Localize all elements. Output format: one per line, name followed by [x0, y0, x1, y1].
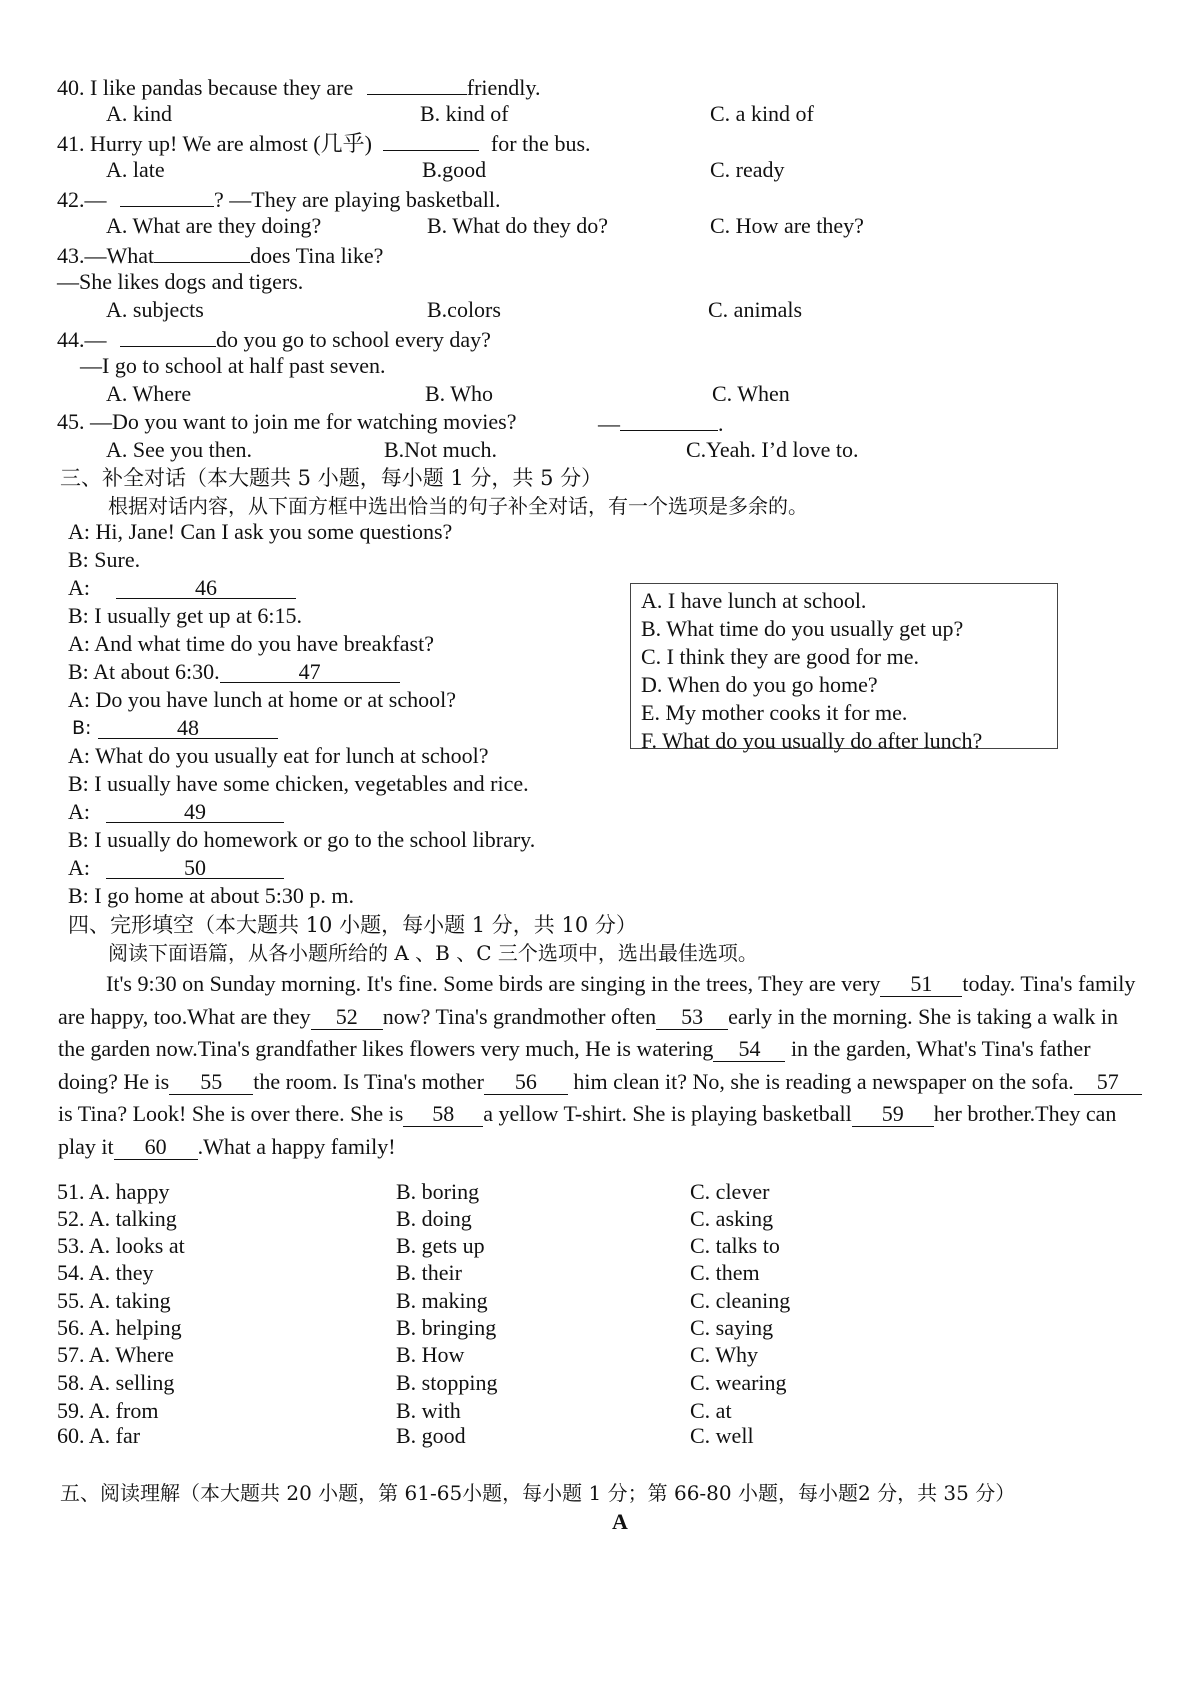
- dialogue-line-6: B: At about 6:30. 47: [0, 658, 1190, 686]
- option-c: C. a kind of: [710, 101, 814, 126]
- option-a: 51. A. happy: [57, 1179, 170, 1204]
- option-a: 54. A. they: [57, 1260, 154, 1285]
- option-a: A. Where: [106, 381, 192, 406]
- blank-59: 59: [852, 1102, 934, 1127]
- option-a: 57. A. Where: [57, 1342, 174, 1367]
- question-text: friendly.: [466, 75, 541, 100]
- option-c: C. animals: [708, 297, 803, 322]
- cloze-question-51: [0, 1178, 1190, 1206]
- dialogue-line-12: B: I usually do homework or go to the school library.: [68, 827, 536, 852]
- question-number: 40.: [57, 75, 85, 100]
- cloze-question-56: [0, 1314, 1190, 1342]
- blank-55: 55: [169, 1070, 253, 1095]
- answer-blank: [383, 128, 479, 151]
- answer-blank: [154, 240, 250, 263]
- dialogue-dash: —: [598, 411, 620, 436]
- option-b: B. their: [396, 1260, 462, 1285]
- dialogue-line-14: B: I go home at about 5:30 p. m.: [68, 883, 354, 908]
- question-43: [0, 240, 1190, 268]
- option-a: A. subjects: [106, 297, 204, 322]
- cloze-question-53: [0, 1232, 1190, 1260]
- question-number: 42.—: [57, 187, 107, 212]
- dialogue-line-4: B: I usually get up at 6:15.: [68, 603, 303, 628]
- blank-46: 46: [116, 576, 296, 599]
- option-c: C. How are they?: [710, 213, 864, 238]
- cloze-question-58: [0, 1369, 1190, 1397]
- cloze-question-59: [0, 1397, 1190, 1425]
- option-a: 59. A. from: [57, 1398, 159, 1423]
- question-text: I like pandas because they are: [90, 75, 354, 100]
- dialogue-line-13: A: 50: [0, 854, 1190, 882]
- question-45: [0, 408, 1190, 436]
- question-43-answer: [0, 268, 1190, 296]
- option-c: C.Yeah. I’d love to.: [686, 437, 859, 462]
- option-item: E. My mother cooks it for me.: [641, 700, 908, 725]
- dialogue-line-1: A: Hi, Jane! Can I ask you some questions?: [68, 519, 453, 544]
- question-44-answer: [0, 352, 1190, 380]
- blank-60: 60: [114, 1135, 198, 1160]
- blank-47: 47: [220, 660, 400, 683]
- option-b: B. gets up: [396, 1233, 485, 1258]
- option-b: B. Who: [425, 381, 494, 406]
- option-a: 53. A. looks at: [57, 1233, 185, 1258]
- option-c: C. Why: [690, 1342, 759, 1367]
- question-text: ? —They are playing basketball.: [214, 187, 501, 212]
- option-c: C. cleaning: [690, 1288, 791, 1313]
- option-c: C. at: [690, 1398, 732, 1423]
- answer-blank: [620, 408, 718, 431]
- answer-blank: [120, 324, 216, 347]
- question-text: —Do you want to join me for watching movies?: [90, 409, 517, 434]
- question-text: Hurry up! We are almost (几乎): [90, 131, 372, 156]
- answer-blank: [367, 72, 467, 95]
- option-b: B. making: [396, 1288, 488, 1313]
- blank-52: 52: [311, 1005, 383, 1030]
- question-42: [0, 184, 1190, 212]
- option-b: B.colors: [427, 297, 501, 322]
- blank-50: 50: [106, 856, 284, 879]
- section-5-heading: 五、阅读理解（本大题共 20 小题，第 61-65小题，每小题 1 分；第 66-80 小题，每小题2 分，共 35 分）: [60, 1481, 1016, 1505]
- question-number: 41.: [57, 131, 85, 156]
- option-b: B. with: [396, 1398, 461, 1423]
- option-a: 56. A. helping: [57, 1315, 182, 1340]
- option-c: C. clever: [690, 1179, 770, 1204]
- section-3-heading: 三、补全对话（本大题共 5 小题，每小题 1 分，共 5 分）: [60, 466, 603, 490]
- answer-blank: [120, 184, 214, 207]
- blank-56: 56: [484, 1070, 568, 1095]
- option-a: A. See you then.: [106, 437, 253, 462]
- question-text: .: [718, 411, 724, 436]
- dialogue-line: —She likes dogs and tigers.: [57, 269, 304, 294]
- question-text: do you go to school every day?: [216, 327, 491, 352]
- option-c: C. saying: [690, 1315, 774, 1340]
- question-41: [0, 128, 1190, 156]
- question-40: [0, 72, 1190, 100]
- option-item: F. What do you usually do after lunch?: [641, 728, 983, 753]
- blank-57: 57: [1074, 1070, 1142, 1095]
- blank-58: 58: [403, 1102, 483, 1127]
- option-c: C. ready: [710, 157, 785, 182]
- option-b: B. doing: [396, 1206, 472, 1231]
- options-45: [0, 436, 1190, 464]
- cloze-question-60: [0, 1422, 1190, 1450]
- option-b: B. What do they do?: [427, 213, 609, 238]
- options-40: [0, 100, 1190, 128]
- option-b: B. How: [396, 1342, 465, 1367]
- section-4-instruction: 阅读下面语篇，从各小题所给的 A 、B 、C 三个选项中，选出最佳选项。: [108, 941, 758, 965]
- option-b: B.good: [422, 157, 487, 182]
- cloze-question-57: [0, 1341, 1190, 1369]
- options-44: [0, 380, 1190, 408]
- option-b: B. kind of: [420, 101, 509, 126]
- question-text: does Tina like?: [250, 243, 384, 268]
- options-box: [630, 583, 1058, 753]
- blank-49: 49: [106, 800, 284, 823]
- blank-48: 48: [98, 716, 278, 739]
- option-item: A. I have lunch at school.: [641, 588, 867, 613]
- dialogue-line-8: B: 48: [0, 714, 1190, 742]
- option-b: B. good: [396, 1423, 466, 1448]
- options-42: [0, 212, 1190, 240]
- option-c: C. When: [712, 381, 790, 406]
- dialogue-line-11: A: 49: [0, 798, 1190, 826]
- options-41: [0, 156, 1190, 184]
- cloze-question-52: [0, 1205, 1190, 1233]
- cloze-passage: It's 9:30 on Sunday morning. It's fine. Some birds are singing in the trees, They are very 51 today. Tina's family are happy, too.What are they 52 now? Tina's grandmother often 53 early in the morning. She is taking a walk in the garden now.Tina's grandfather likes flowers very much, He is watering 54 in the garden, What's Tina's father doing? He is 55 the room. Is Tina's mother 56 him clean it? No, she is reading a newspaper on the sofa. 57is Tina? Look! She is over there. She is 58 a yellow T-shirt. She is playing basketball 59 her brother.They can play it 60 .What a happy family!: [58, 968, 1148, 1163]
- option-a: 58. A. selling: [57, 1370, 175, 1395]
- option-a: A. What are they doing?: [106, 213, 322, 238]
- option-c: C. wearing: [690, 1370, 787, 1395]
- option-c: C. well: [690, 1423, 754, 1448]
- options-43: [0, 296, 1190, 324]
- option-a: 52. A. talking: [57, 1206, 177, 1231]
- dialogue-line-7: A: Do you have lunch at home or at school?: [68, 687, 456, 712]
- option-a: 60. A. far: [57, 1423, 141, 1448]
- option-b: B. bringing: [396, 1315, 497, 1340]
- option-b: B. boring: [396, 1179, 480, 1204]
- cloze-question-55: [0, 1287, 1190, 1315]
- option-c: C. them: [690, 1260, 760, 1285]
- blank-53: 53: [656, 1005, 728, 1030]
- option-a: 55. A. taking: [57, 1288, 171, 1313]
- cloze-question-54: [0, 1259, 1190, 1287]
- question-number: 45.: [57, 409, 85, 434]
- blank-51: 51: [880, 972, 962, 997]
- section-3-instruction: 根据对话内容，从下面方框中选出恰当的句子补全对话，有一个选项是多余的。: [108, 494, 808, 518]
- question-44: [0, 324, 1190, 352]
- question-number: 43.—What: [57, 243, 155, 268]
- option-a: A. kind: [106, 101, 172, 126]
- section-4-heading: 四、完形填空（本大题共 10 小题，每小题 1 分，共 10 分）: [68, 913, 637, 937]
- option-item: D. When do you go home?: [641, 672, 878, 697]
- dialogue-line-3: A: 46: [0, 574, 1190, 602]
- question-number: 44.—: [57, 327, 107, 352]
- option-a: A. late: [106, 157, 165, 182]
- option-c: C. talks to: [690, 1233, 780, 1258]
- dialogue-line-5: A: And what time do you have breakfast?: [68, 631, 434, 656]
- section-5-part-label: A: [612, 1509, 628, 1534]
- dialogue-line-2: B: Sure.: [68, 547, 141, 572]
- dialogue-line-9: A: What do you usually eat for lunch at school?: [68, 743, 489, 768]
- dialogue-line-10: B: I usually have some chicken, vegetables and rice.: [68, 771, 529, 796]
- option-item: B. What time do you usually get up?: [641, 616, 964, 641]
- option-b: B. stopping: [396, 1370, 498, 1395]
- blank-54: 54: [713, 1037, 785, 1062]
- dialogue-line: —I go to school at half past seven.: [80, 353, 386, 378]
- option-item: C. I think they are good for me.: [641, 644, 919, 669]
- option-b: B.Not much.: [384, 437, 498, 462]
- question-text: for the bus.: [490, 131, 591, 156]
- option-c: C. asking: [690, 1206, 774, 1231]
